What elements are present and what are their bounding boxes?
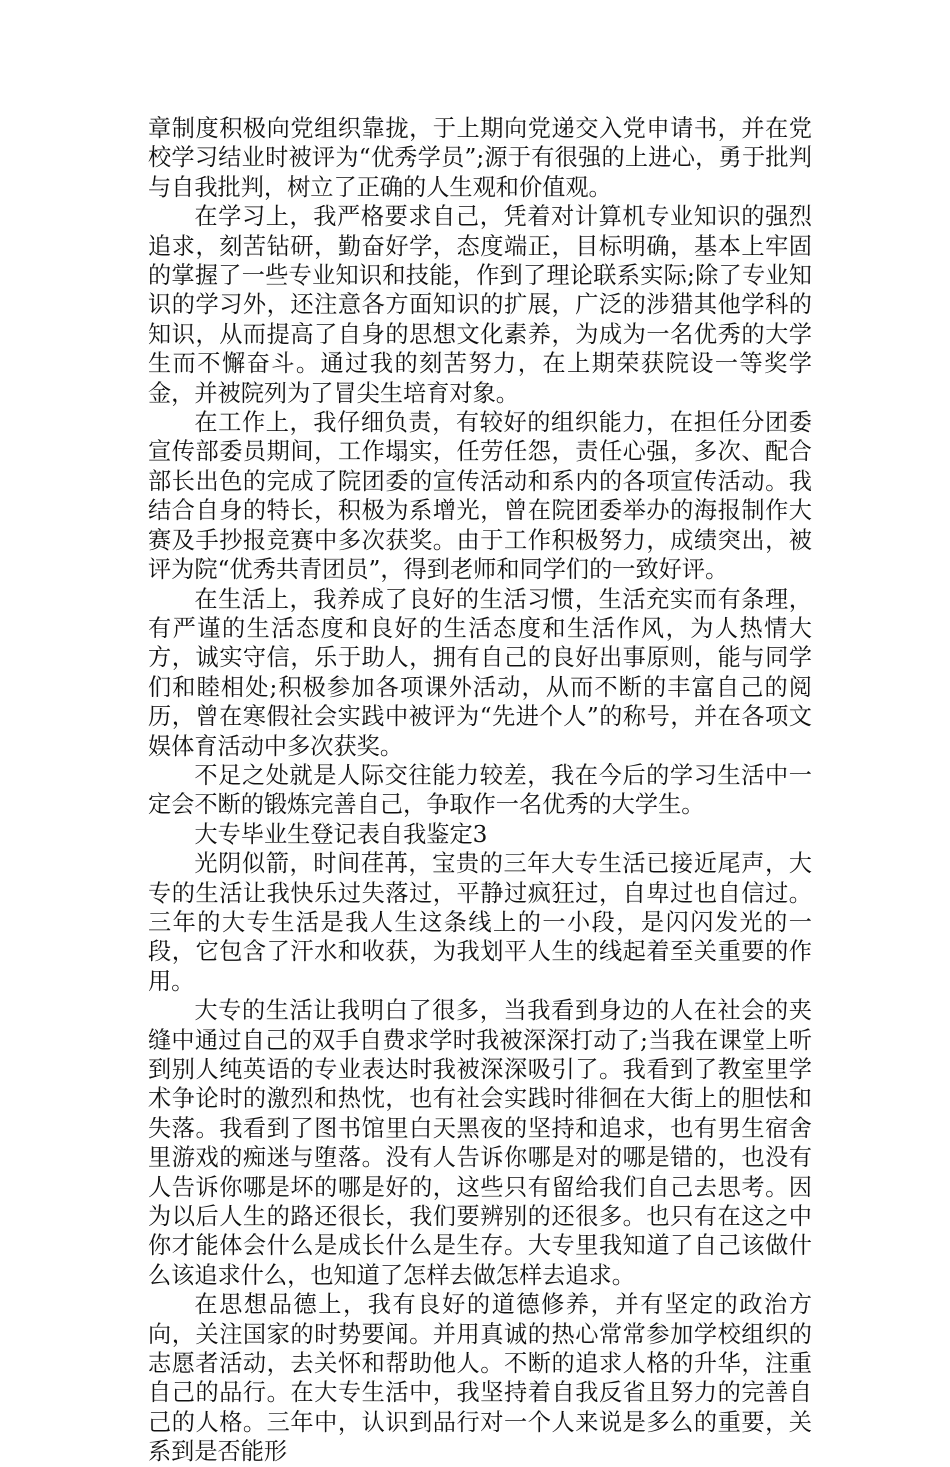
paragraph-work: 在工作上，我仔细负责，有较好的组织能力，在担任分团委宣传部委员期间，工作塌实，任劳任怨，责任心强，多次、配合部长出色的完成了院团委的宣传活动和系内的各项宣传活动。我结合自身的特长，积极为系增光，曾在院团委举办的海报制作大赛及手抄报竞赛中多次获奖。由于工作积极努力，成绩突出，被评为院“优秀共青团员”，得到老师和同学们的一致好评。 [148,409,812,584]
paragraph-life: 在生活上，我养成了良好的生活习惯，生活充实而有条理，有严谨的生活态度和良好的生活态度和生活作风，为人热情大方，诚实守信，乐于助人，拥有自己的良好出事原则，能与同学们和睦相处;积极参加各项课外活动，从而不断的丰富自己的阅历，曾在寒假社会实践中被评为“先进个人”的称号，并在各项文娱体育活动中多次获奖。 [148,585,812,760]
paragraph-college-life: 大专的生活让我明白了很多，当我看到身边的人在社会的夹缝中通过自己的双手自费求学时我被深深打动了;当我在课堂上听到别人纯英语的专业表达时我被深深吸引了。我看到了教室里学术争论时的激烈和热忱，也有社会实践时徘徊在大街上的胆怯和失落。我看到了图书馆里白天黑夜的坚持和追求，也有男生宿舍里游戏的痴迷与堕落。没有人告诉你哪是对的哪是错的，也没有人告诉你哪是坏的哪是好的，这些只有留给我们自己去思考。因为以后人生的路还很长，我们要辨别的还很多。也只有在这之中你才能体会什么是成长什么是生存。大专里我知道了自己该做什么该追求什么，也知道了怎样去做怎样去追求。 [148,997,812,1289]
paragraph-morality: 在思想品德上，我有良好的道德修养，并有坚定的政治方向，关注国家的时势要闻。并用真诚的热心常常参加学校组织的志愿者活动，去关怀和帮助他人。不断的追求人格的升华，注重自己的品行。在大专生活中，我坚持着自我反省且努力的完善自己的人格。三年中，认识到品行对一个人来说是多么的重要，关系到是否能形 [148,1291,812,1466]
paragraph-intro: 光阴似箭，时间荏苒，宝贵的三年大专生活已接近尾声，大专的生活让我快乐过失落过，平静过疯狂过，自卑过也自信过。三年的大专生活是我人生这条线上的一小段，是闪闪发光的一段，它包含了汗水和收获，为我划平人生的线起着至关重要的作用。 [148,850,812,995]
section-heading: 大专毕业生登记表自我鉴定3 [194,820,488,848]
paragraph-shortcomings: 不足之处就是人际交往能力较差，我在今后的学习生活中一定会不断的锻炼完善自己，争取作一名优秀的大学生。 [148,761,812,819]
paragraph-study: 在学习上，我严格要求自己，凭着对计算机专业知识的强烈追求，刻苦钻研，勤奋好学，态度端正，目标明确，基本上牢固的掌握了一些专业知识和技能，作到了理论联系实际;除了专业知识的学习外，还注意各方面知识的扩展，广泛的涉猎其他学科的知识，从而提高了自身的思想文化素养，为成为一名优秀的大学生而不懈奋斗。通过我的刻苦努力，在上期荣获院设一等奖学金，并被院列为了冒尖生培育对象。 [148,203,812,407]
paragraph-party-membership: 章制度积极向党组织靠拢，于上期向党递交入党申请书，并在党校学习结业时被评为“优秀学员”;源于有很强的上进心，勇于批判与自我批判，树立了正确的人生观和价值观。 [148,115,812,201]
document-body [148,114,812,1467]
